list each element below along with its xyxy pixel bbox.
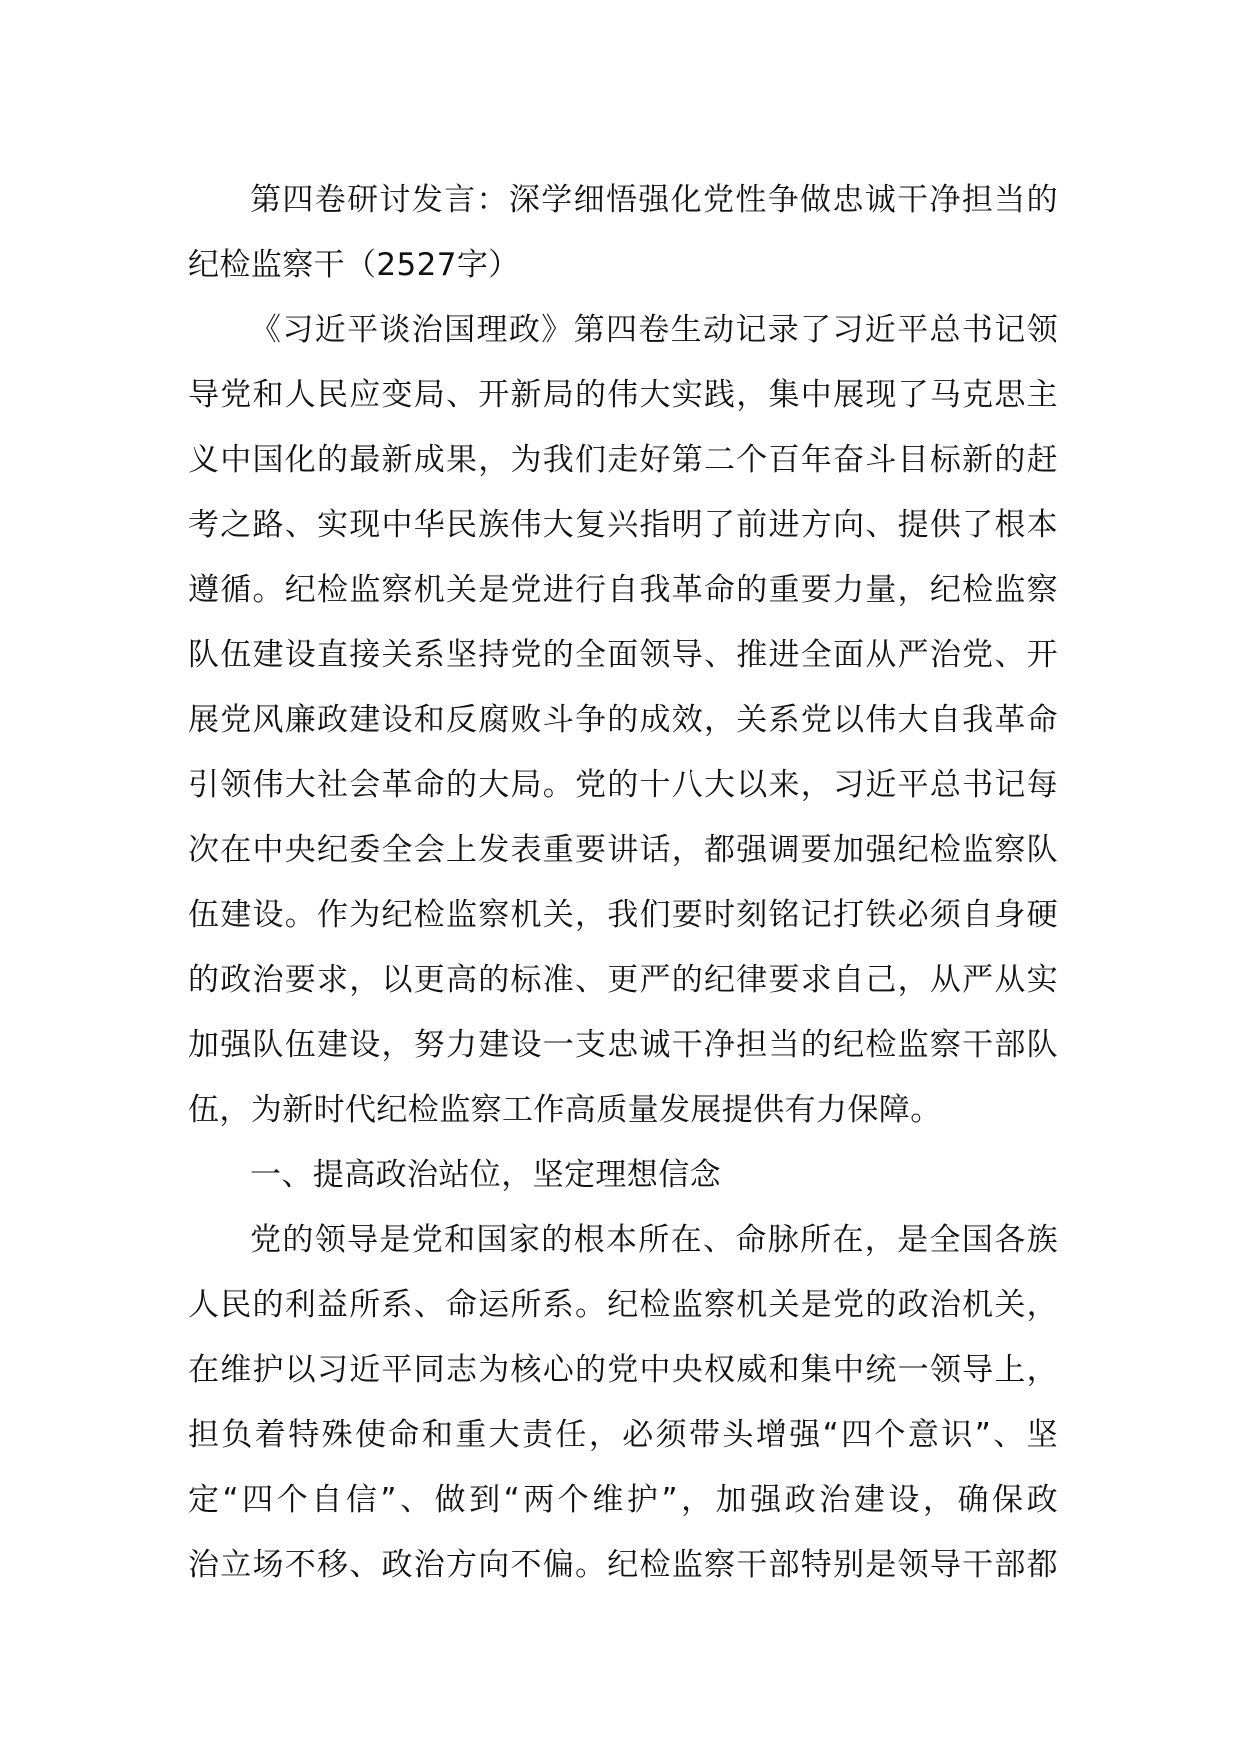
paragraph-line: 遵循。纪检监察机关是党进行自我革命的重要力量，纪检监察 [188, 572, 1058, 608]
document-page [188, 168, 1058, 1598]
paragraph-line: 《习近平谈治国理政》第四卷生动记录了习近平总书记领 [250, 312, 1058, 348]
section-heading: 一、提高政治站位，坚定理想信念 [250, 1157, 721, 1193]
paragraph-line: 展党风廉政建设和反腐败斗争的成效，关系党以伟大自我革命 [188, 702, 1058, 738]
paragraph-line: 的政治要求，以更高的标准、更严的纪律要求自己，从严从实 [188, 962, 1058, 998]
paragraph-line: 导党和人民应变局、开新局的伟大实践，集中展现了马克思主 [188, 377, 1058, 413]
paragraph-line: 定“四个自信”、做到“两个维护”，加强政治建设，确保政 [188, 1482, 1058, 1518]
paragraph-line: 次在中央纪委全会上发表重要讲话，都强调要加强纪检监察队 [188, 832, 1058, 868]
paragraph-line: 伍建设。作为纪检监察机关，我们要时刻铭记打铁必须自身硬 [188, 897, 1058, 933]
title-line: 纪检监察干（2527字） [188, 247, 520, 283]
paragraph-line: 人民的利益所系、命运所系。纪检监察机关是党的政治机关， [188, 1287, 1058, 1323]
paragraph-line: 治立场不移、政治方向不偏。纪检监察干部特别是领导干部都 [188, 1547, 1058, 1583]
paragraph-line: 担负着特殊使命和重大责任，必须带头增强“四个意识”、坚 [188, 1417, 1058, 1453]
document-title [188, 168, 1058, 298]
title-line: 第四卷研讨发言：深学细悟强化党性争做忠诚干净担当的 [250, 182, 1058, 218]
paragraph-section1 [188, 1208, 1058, 1598]
paragraph-line: 伍，为新时代纪检监察工作高质量发展提供有力保障。 [188, 1092, 942, 1128]
paragraph-intro [188, 298, 1058, 1143]
paragraph-line: 队伍建设直接关系坚持党的全面领导、推进全面从严治党、开 [188, 637, 1058, 673]
paragraph-line: 引领伟大社会革命的大局。党的十八大以来，习近平总书记每 [188, 767, 1058, 803]
paragraph-line: 党的领导是党和国家的根本所在、命脉所在，是全国各族 [250, 1222, 1058, 1258]
paragraph-line: 加强队伍建设，努力建设一支忠诚干净担当的纪检监察干部队 [188, 1027, 1058, 1063]
paragraph-line: 在维护以习近平同志为核心的党中央权威和集中统一领导上， [188, 1352, 1058, 1388]
paragraph-line: 义中国化的最新成果，为我们走好第二个百年奋斗目标新的赶 [188, 442, 1058, 478]
paragraph-line: 考之路、实现中华民族伟大复兴指明了前进方向、提供了根本 [188, 507, 1058, 543]
